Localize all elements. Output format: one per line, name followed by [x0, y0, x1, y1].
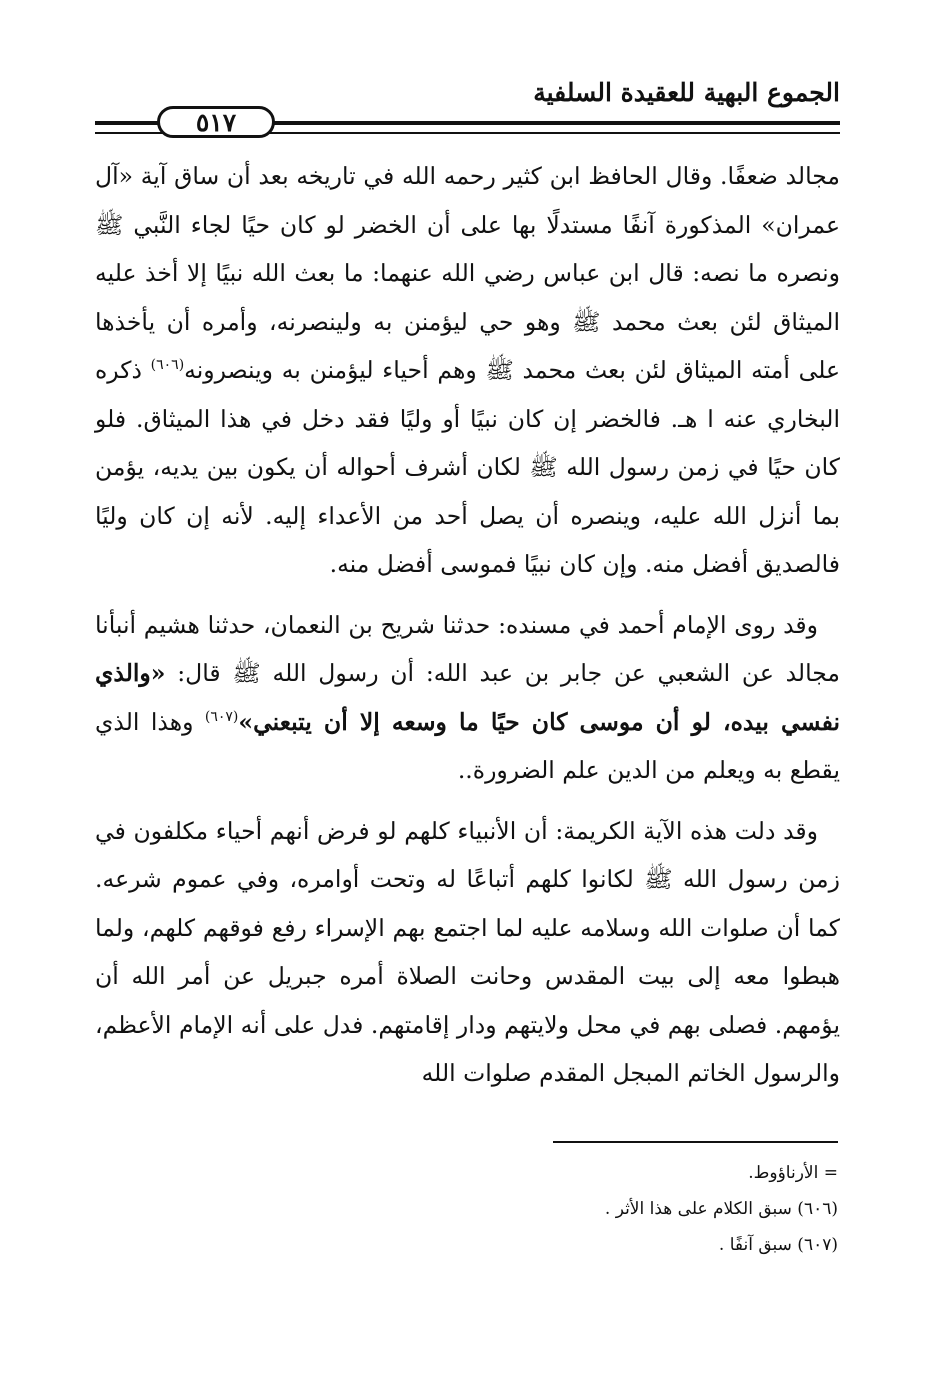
footnote-ref-606: (٦٠٦)	[150, 357, 185, 373]
paragraph-1-rest: ذكره البخاري عنه ا هـ. فالخضر إن كان نبيًا أو وليًا فقد دخل في هذا الميثاق. فلو كان حيًا في زمن رسول الله ﷺ لكان أشرف أحواله أن يكون بين يديه، يؤمن بما أنزل الله عليه، وينصره أن يصل أحد من الأعداء إليه. لأنه إن كان وليًا فالصديق أفضل منه. وإن كان نبيًا فموسى أفضل منه.	[95, 356, 840, 578]
page-number: ٥١٧	[157, 106, 275, 138]
paragraph-2	[95, 601, 840, 795]
paragraph-1	[95, 152, 840, 589]
footnote-rule	[553, 1141, 838, 1143]
paragraph-3	[95, 807, 840, 1098]
footnote-606: (٦٠٦) سبق الكلام على هذا الأثر .	[604, 1199, 838, 1219]
footnote-607: (٦٠٧) سبق آنفًا .	[718, 1235, 838, 1255]
paragraph-3-text: وقد دلت هذه الآية الكريمة: أن الأنبياء كلهم لو فرض أنهم أحياء مكلفون في زمن رسول الله ﷺ لكانوا كلهم أتباعًا له وتحت أوامره، وفي عموم شرعه. كما أن صلوات الله وسلامه عليه لما اجتمع بهم الإسراء رفع فوقهم كلهم، ولما هبطوا معه إلى بيت المقدس وحانت الصلاة أمره جبريل عن أمر الله أن يؤمهم. فصلى بهم في محل ولايتهم ودار إقامتهم. فدل على أنه الإمام الأعظم، والرسول الخاتم المبجل المقدم صلوات الله	[95, 816, 840, 1087]
paragraph-1-text: مجالد ضعفًا. وقال الحافظ ابن كثير رحمه الله في تاريخه بعد أن ساق آية «آل عمران» المذكورة آنفًا مستدلًا بها على أن الخضر لو كان حيًا لجاء النَّبي ﷺ ونصره ما نصه: قال ابن عباس رضي الله عنهما: ما بعث الله نبيًا إلا أخذ عليه الميثاق لئن بعث محمد ﷺ وهو حي ليؤمنن به ولينصرنه، وأمره أن يأخذها على أمته الميثاق لئن بعث محمد ﷺ وهم أحياء ليؤمنن به وينصرونه	[95, 162, 841, 384]
hadith-quote: «والذي نفسي بيده، لو أن موسى كان حيًا ما وسعه إلا أن يتبعني»	[95, 659, 841, 736]
footnote-ref-607: (٦٠٧)	[204, 708, 239, 725]
paragraph-2-intro: وقد روى الإمام أحمد في مسنده: حدثنا شريح بن النعمان، حدثنا هشيم أنبأنا مجالد عن الشعبي عن جابر بن عبد الله: أن رسول الله ﷺ قال:	[95, 610, 840, 687]
book-title: الجموع البهية للعقيدة السلفية	[533, 78, 840, 107]
page-header	[95, 70, 840, 140]
main-text	[95, 152, 840, 1110]
footnote-continuation: = الأرناؤوط.	[748, 1163, 838, 1183]
footnotes	[93, 1155, 838, 1263]
paragraph-2-rest: وهذا الذي يقطع به ويعلم من الدين علم الضرورة..	[95, 707, 840, 784]
